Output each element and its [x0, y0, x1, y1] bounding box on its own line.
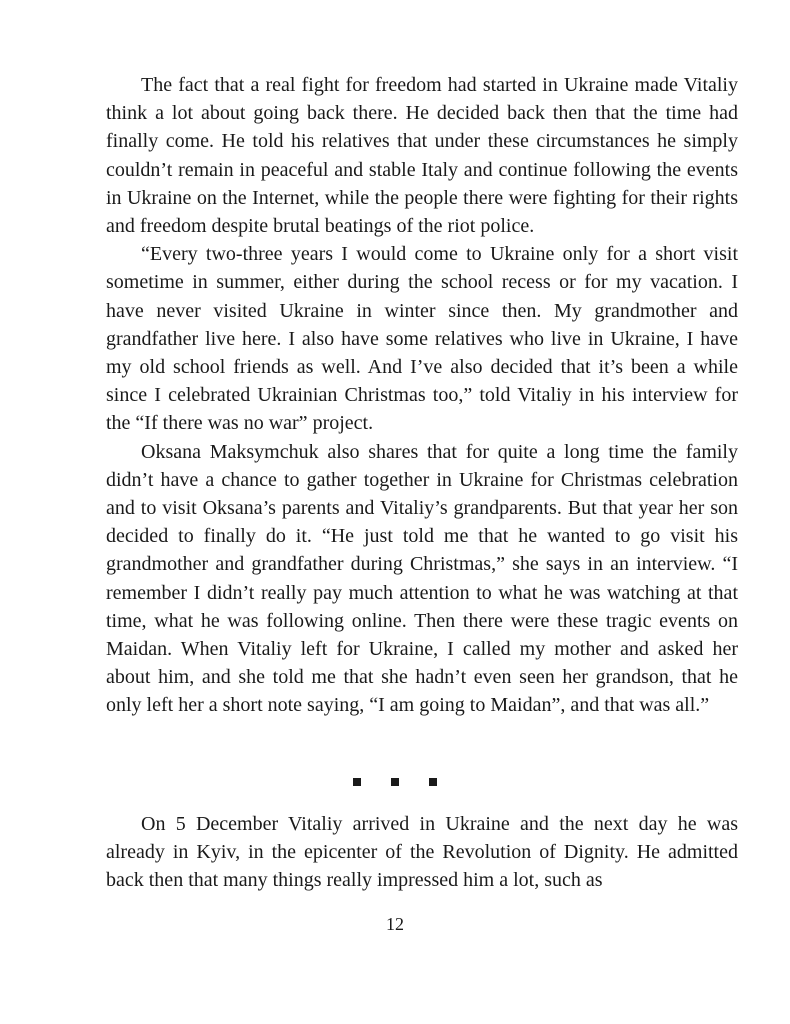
- paragraph: “Every two-three years I would come to Ukraine only for a short visit sometime in summer, either during the school recess or for my vacation. I have never visited Ukraine in winter since then. My grandmother and grandfather live here. I also have some relatives who live in Ukraine, I have my old school friends as well. And I’ve also decided that it’s been a while since I celebrated Ukrainian Christmas too,” told Vitaliy in his interview for the “If there was no war” project.: [106, 243, 738, 435]
- paragraph: On 5 December Vitaliy arrived in Ukraine and the next day he was already in Kyiv, in the epicenter of the Revolution of Dignity. He admitted back then that many things really impressed him a lot, such as: [106, 813, 738, 892]
- text-block-bottom: [106, 810, 738, 895]
- text-block-top: [106, 71, 738, 720]
- separator-square-icon: [353, 778, 361, 786]
- separator-square-icon: [391, 778, 399, 786]
- paragraph: The fact that a real fight for freedom had started in Ukraine made Vitaliy think a lot about going back there. He decided back then that the time had finally come. He told his relatives that under these circumstances he simply couldn’t remain in peaceful and stable Italy and continue following the events in Ukraine on the Internet, while the people there were fighting for their rights and freedom despite brutal beatings of the riot police.: [106, 74, 738, 238]
- paragraph: Oksana Maksymchuk also shares that for quite a long time the family didn’t have a chance to gather together in Ukraine for Christmas celebration and to visit Oksana’s parents and Vitaliy’s grandparents. But that year her son decided to finally do it. “He just told me that he wanted to go visit his grandmother and grandfather during Christmas,” she says in an interview. “I remember I didn’t really pay much attention to what he was watching at that time, what he was following online. Then there were these tragic events on Maidan. When Vitaliy left for Ukraine, I called my mother and asked her about him, and she told me that she hadn’t even seen her grandson, that he only left her a short note saying, “I am going to Maidan”, and that was all.”: [106, 440, 738, 717]
- page-number: 12: [386, 914, 404, 934]
- section-separator: [0, 778, 790, 786]
- separator-square-icon: [429, 778, 437, 786]
